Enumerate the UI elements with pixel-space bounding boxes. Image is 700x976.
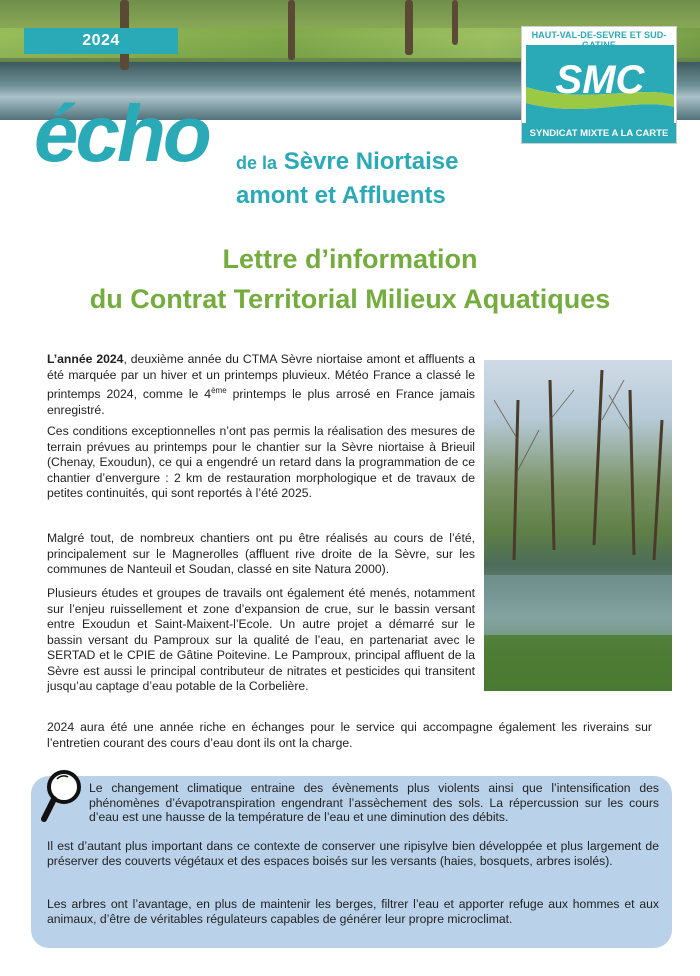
callout-paragraph-1: Le changement climatique entraine des évènements plus violents ainsi que l’intensification des phénomènes d’évapotranspiration engendrant l’assèchement des sols. La répercussion sur les cours d’eau est une hausse de la température de l’eau et une diminution des débits. — [89, 781, 659, 824]
paragraph-4: Plusieurs études et groupes de travails ont également été menés, notamment sur l’enjeu ruissellement et zone d’expansion de crue, sur le bassin versant entre Exoudun et Saint-Maixent-l’Ecole. Un autre projet a démarré sur le bassin versant du Pamproux sur la qualité de l’eau, en partenariat avec le SERTAD et le CPIE de Gâtine Poitevine. Le Pamproux, principal affluent de la Sèvre est aussi le principal contributeur de nitrates et pesticides qui transitent jusqu’au captage d’eau potable de la Corbelière. — [47, 586, 475, 693]
paragraph-1-lead: L’année 2024 — [47, 352, 124, 366]
logo-top-text: HAUT-VAL-DE-SEVRE ET SUD- — [531, 30, 667, 40]
title-echo: écho — [34, 89, 209, 178]
paragraph-1-text-b: printemps le plus arrosé en France jamais enregistré. — [47, 387, 476, 417]
paragraph-1 — [47, 352, 475, 418]
logo-bottom-text: SYNDICAT MIXTE A LA CARTE — [522, 123, 676, 143]
newsletter-title-2: du Contrat Territorial Milieux Aquatiques — [89, 284, 611, 314]
callout-paragraph-2: Il est d’autant plus important dans ce contexte de conserver une ripisylve bien développée et plus largement de préserver des couverts végétaux et des espaces boisés sur les versants (haies, bosquets, arbres isolés). — [47, 839, 659, 868]
newsletter-title-1: Lettre d’information — [222, 244, 478, 274]
paragraph-3: Malgré tout, de nombreux chantiers ont pu être réalisés au cours de l’été, principalement sur le Magnerolles (affluent rive droite de la Sèvre, sur les communes de Nanteuil et Soudan, classé en site Natura 2000). — [47, 531, 475, 576]
paragraph-2: Ces conditions exceptionnelles n’ont pas permis la réalisation des mesures de terrain prévues au printemps pour le chantier sur la Sèvre niortaise à Brieuil (Chenay, Exoudun), ce qui a engendré un retard dans la programmation de ce chantier d’envergure : 2 km de restauration morphologique et de travaux de petites continuités, qui sont reportés à l’été 2025. — [47, 424, 475, 500]
logo-graphic — [526, 45, 674, 123]
magnifier-icon — [40, 769, 84, 823]
paragraph-1-sup: ème — [211, 386, 227, 395]
subtitle-river: Sèvre Niortaise — [283, 148, 459, 175]
paragraph-5: 2024 aura été une année riche en échanges pour le service qui accompagne également les riverains sur l’entretien courant des cours d’eau dont ils ont la charge. — [47, 720, 652, 750]
paragraph-1-text-a: , deuxième année du CTMA Sèvre niortaise amont et affluents a été marquée par un hiver et un printemps pluvieux. Météo France a classé le printemps 2024, comme le 4 — [47, 352, 475, 402]
subtitle-small: de la — [236, 153, 278, 173]
callout-paragraph-3: Les arbres ont l’avantage, en plus de maintenir les berges, filtrer l’eau et apporter refuge aux hommes et aux animaux, d’être de véritables régulateurs capables de générer leur propre microclimat. — [47, 897, 659, 926]
smc-logo — [521, 26, 677, 144]
subtitle-line-2: amont et Affluents — [236, 182, 446, 209]
year-badge: 2024 — [24, 28, 178, 54]
river-side-photo — [484, 360, 672, 691]
subtitle-line-1 — [236, 148, 458, 176]
logo-acronym: SMC — [555, 58, 645, 102]
